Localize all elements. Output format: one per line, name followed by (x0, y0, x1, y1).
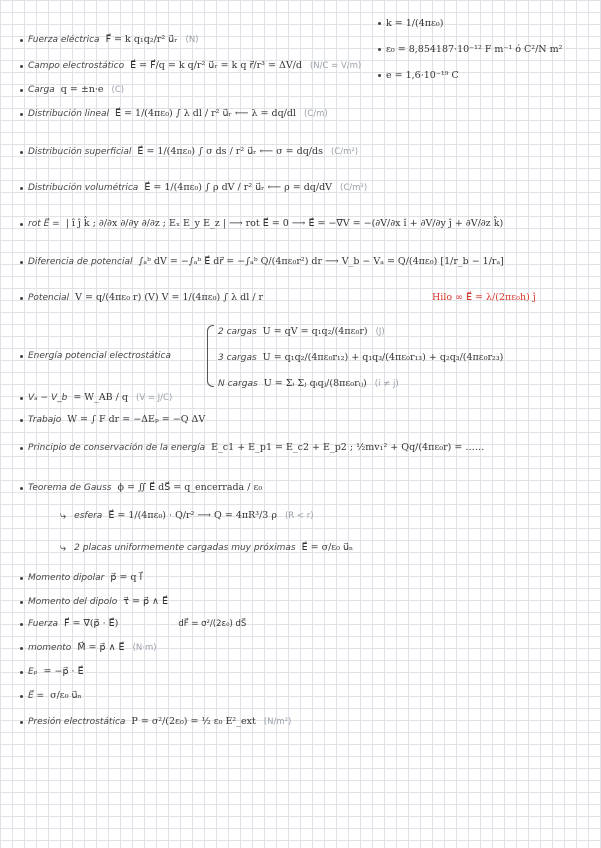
row-fuerza: Fuerza F⃗ = ∇⃗(p⃗ · E⃗) dF⃗ = σ²/(2ε₀) dS⃗ (20, 618, 246, 630)
energy-case-3: 3 cargas U = q₁q₂/(4πε₀r₁₂) + q₁q₃/(4πε₀r₁₃) + q₂q₃/(4πε₀r₂₃) (218, 352, 504, 363)
row-diferencia-potencial: Diferencia de potencial ∫ₐᵇ dV = −∫ₐᵇ E⃗ dr⃗ = −∫ₐᵇ Q/(4πε₀r²) dr ⟶ V_b − Vₐ = Q/(4πε₀) [1/r_b − 1/rₐ] (20, 256, 504, 268)
row-carga: Carga q = ±n·e (C) (20, 84, 124, 96)
row-rotacional: rot E⃗ = | î ĵ k̂ ; ∂/∂x ∂/∂y ∂/∂z ; Eₓ E_y E_z | ⟶ rot E⃗ = 0 ⟶ E⃗ = −∇⃗V = −(∂V/∂x î + ∂V/∂y ĵ + ∂V/∂z k̂) (20, 218, 503, 230)
row-teorema-gauss: Teorema de Gauss ϕ = ∬ E⃗ dS⃗ = q_encerrada / ε₀ (20, 482, 262, 494)
row-distribucion-volumetrica: Distribución volumétrica E⃗ = 1/(4πε₀) ∫ ρ dV / r² u⃗ᵣ ⟵ ρ = dq/dV (C/m³) (20, 182, 367, 194)
row-dos-placas: ⤷ 2 placas uniformemente cargadas muy próximas E⃗ = σ/ε₀ u⃗ₙ (60, 541, 354, 554)
row-energia-dipolo: Eₚ = −p⃗ · E⃗ (20, 666, 84, 678)
constant-e: e = 1,6·10⁻¹⁹ C (378, 70, 459, 81)
row-distribucion-superficial: Distribución superficial E⃗ = 1/(4πε₀) ∫ σ ds / r² u⃗ᵣ ⟵ σ = dq/ds (C/m²) (20, 146, 358, 158)
energy-case-2: 2 cargas U = qV = q₁q₂/(4πε₀r) (J) (218, 326, 385, 337)
row-momento-dipolar: Momento dipolar p⃗ = q l⃗ (20, 572, 142, 584)
row-momento-dipolo: Momento del dipolo τ⃗ = p⃗ ∧ E⃗ (20, 596, 168, 608)
row-trabajo: Trabajo W = ∫ F dr = −ΔEₚ = −Q ΔV (20, 414, 205, 426)
row-conservacion-energia: Principio de conservación de la energía E_c1 + E_p1 = E_c2 + E_p2 ; ½mv₁² + Qq/(4πε₀r) = …… (20, 442, 484, 454)
wire-field: Hilo ∞ E⃗ = λ/(2πε₀h) ĵ (432, 292, 536, 303)
constant-k: k = 1/(4πε₀) (378, 18, 443, 29)
constant-epsilon0: ε₀ = 8,854187·10⁻¹² F m⁻¹ ó C²/N m² (378, 44, 562, 55)
row-momento: momento M⃗ = p⃗ ∧ E⃗ (N·m) (20, 642, 157, 654)
row-distribucion-lineal: Distribución lineal E⃗ = 1/(4πε₀) ∫ λ dl / r² u⃗ᵣ ⟵ λ = dq/dl (C/m) (20, 108, 328, 120)
row-potencial: Potencial V = q/(4πε₀ r) (V) V = 1/(4πε₀) ∫ λ dl / r (20, 292, 263, 304)
row-campo-electrostatico: Campo electrostático E⃗ = F⃗/q = k q/r² u⃗ᵣ = k q r⃗/r³ = ΔV/d (N/C = V/m) (20, 60, 361, 72)
row-campo-superficie: E⃗ = σ/ε₀ u⃗ₙ (20, 690, 82, 702)
energy-case-n: N cargas U = Σᵢ Σⱼ qᵢqⱼ/(8πε₀rᵢⱼ) (i ≠ j) (218, 378, 399, 389)
row-energia-potencial: Energía potencial electrostática (20, 350, 177, 362)
energy-brace (207, 325, 214, 387)
row-fuerza-electrica: Fuerza eléctrica F⃗ = k q₁q₂/r² u⃗ᵣ (N) (20, 34, 199, 46)
row-presion-electrostatica: Presión electrostática P = σ²/(2ε₀) = ½ ε₀ E²_ext (N/m²) (20, 716, 291, 728)
row-esfera: ⤷ esfera E⃗ = 1/(4πε₀) · Q/r² ⟶ Q = 4πR³/3 ρ (R < r) (60, 509, 314, 522)
row-va-vb: Vₐ − V_b = W_AB / q (V = J/C) (20, 392, 172, 404)
